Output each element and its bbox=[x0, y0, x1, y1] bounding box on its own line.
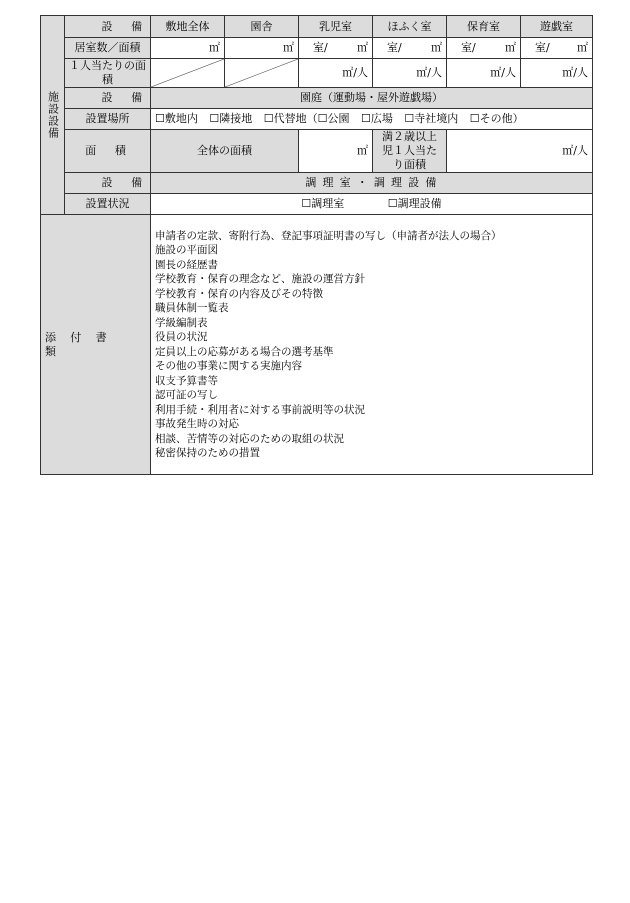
attachments-label: 添付書類 bbox=[41, 215, 151, 475]
playroom-rooms-cell[interactable] bbox=[521, 38, 593, 59]
checkbox-substitute-park[interactable]: ☐代替地（☐公園 bbox=[263, 112, 350, 125]
garden-area-label: 面 積 bbox=[65, 130, 151, 173]
nursery-rooms-cell[interactable] bbox=[447, 38, 521, 59]
facility-header-row bbox=[41, 16, 593, 38]
attachment-item: その他の事業に関する実施内容 bbox=[155, 360, 302, 372]
building-area-cell[interactable]: ㎡ bbox=[225, 38, 299, 59]
col-header-building: 園舎 bbox=[225, 16, 299, 38]
nursery-per-person-cell[interactable]: ㎡/人 bbox=[447, 59, 521, 88]
facility-form-table bbox=[40, 15, 593, 475]
kitchen-equipment-label: 設 備 bbox=[65, 173, 151, 194]
attachment-item: 学校教育・保育の内容及びその特徴 bbox=[155, 287, 323, 300]
col-header-playroom: 遊戯室 bbox=[521, 16, 593, 38]
checkbox-temple-shrine[interactable]: ☐寺社境内 bbox=[404, 112, 459, 125]
rooms-count-label: 室/ bbox=[313, 41, 328, 54]
attachment-item: 学級編制表 bbox=[155, 316, 208, 329]
infant-per-person-cell[interactable]: ㎡/人 bbox=[299, 59, 373, 88]
rooms-area-row bbox=[41, 38, 593, 59]
garden-equipment-value: 園庭（運動場・屋外遊戯場） bbox=[151, 88, 593, 109]
building-per-person-na bbox=[225, 59, 299, 88]
attachment-item: 学校教育・保育の理念など、施設の運営方針 bbox=[155, 273, 365, 285]
diagonal-line bbox=[151, 59, 224, 87]
checkbox-on-site[interactable]: ☐敷地内 bbox=[155, 112, 198, 125]
checkbox-kitchen-room[interactable]: ☐調理室 bbox=[301, 197, 345, 210]
garden-location-options bbox=[151, 109, 593, 130]
unit: ㎡ bbox=[577, 41, 588, 54]
crawling-rooms-cell[interactable] bbox=[373, 38, 447, 59]
garden-location-row bbox=[41, 109, 593, 130]
facility-section-label: 施設設備 bbox=[41, 16, 65, 215]
attachment-item: 秘密保持のための措置 bbox=[155, 447, 260, 459]
col-header-crawling-room: ほふく室 bbox=[373, 16, 447, 38]
unit: ㎡ bbox=[431, 41, 442, 54]
kitchen-equipment-row bbox=[41, 173, 593, 194]
attachment-item: 事故発生時の対応 bbox=[155, 418, 239, 430]
garden-equipment-label: 設 備 bbox=[65, 88, 151, 109]
rooms-area-label: 居室数／面積 bbox=[65, 38, 151, 59]
attachment-item: 施設の平面図 bbox=[155, 244, 218, 256]
garden-location-label: 設置場所 bbox=[65, 109, 151, 130]
rooms-count-label: 室/ bbox=[387, 41, 402, 54]
kitchen-equipment-value: 調 理 室 ・ 調 理 設 備 bbox=[151, 173, 593, 194]
checkbox-adjacent[interactable]: ☐隣接地 bbox=[209, 112, 253, 125]
crawling-per-person-cell[interactable]: ㎡/人 bbox=[373, 59, 447, 88]
site-per-person-na bbox=[151, 59, 225, 88]
attachment-item: 利用手続・利用者に対する事前説明等の状況 bbox=[155, 403, 365, 416]
total-area-label: 全体の面積 bbox=[151, 130, 299, 173]
diagonal-line bbox=[225, 59, 298, 87]
attachment-item: 職員体制一覧表 bbox=[155, 302, 229, 314]
total-area-cell[interactable]: ㎡ bbox=[299, 130, 373, 173]
infant-rooms-cell[interactable] bbox=[299, 38, 373, 59]
kitchen-status-row bbox=[41, 194, 593, 215]
garden-equipment-row bbox=[41, 88, 593, 109]
per-child-area-label: 満２歳以上児１人当たり面積 bbox=[373, 130, 447, 173]
attachments-list bbox=[151, 215, 593, 475]
unit: ㎡ bbox=[357, 41, 368, 54]
kitchen-status-options bbox=[151, 194, 593, 215]
unit: ㎡ bbox=[505, 41, 516, 54]
col-header-site: 敷地全体 bbox=[151, 16, 225, 38]
col-header-infant-room: 乳児室 bbox=[299, 16, 373, 38]
per-person-row bbox=[41, 59, 593, 88]
facility-equipment-label: 設 備 bbox=[65, 16, 151, 38]
attachments-row bbox=[41, 215, 593, 475]
checkbox-plaza[interactable]: ☐広場 bbox=[360, 112, 393, 125]
attachment-item: 認可証の写し bbox=[155, 389, 218, 401]
attachment-item: 申請者の定款、寄附行為、登記事項証明書の写し（申請者が法人の場合） bbox=[155, 229, 502, 242]
checkbox-kitchen-equipment[interactable]: ☐調理設備 bbox=[387, 197, 442, 210]
per-person-label: １人当たりの面積 bbox=[65, 59, 151, 88]
rooms-count-label: 室/ bbox=[461, 41, 476, 54]
attachment-item: 定員以上の応募がある場合の選考基準 bbox=[155, 345, 334, 358]
col-header-nursery-room: 保育室 bbox=[447, 16, 521, 38]
attachment-item: 園長の経歴書 bbox=[155, 258, 218, 271]
rooms-count-label: 室/ bbox=[535, 41, 550, 54]
attachment-item: 役員の状況 bbox=[155, 331, 208, 343]
garden-area-row bbox=[41, 130, 593, 173]
kitchen-status-label: 設置状況 bbox=[65, 194, 151, 215]
checkbox-other[interactable]: ☐その他） bbox=[469, 112, 524, 125]
per-child-area-cell[interactable]: ㎡/人 bbox=[447, 130, 593, 173]
attachment-item: 収支予算書等 bbox=[155, 374, 218, 387]
attachment-item: 相談、苦情等の対応のための取組の状況 bbox=[155, 432, 344, 445]
site-area-cell[interactable]: ㎡ bbox=[151, 38, 225, 59]
playroom-per-person-cell[interactable]: ㎡/人 bbox=[521, 59, 593, 88]
